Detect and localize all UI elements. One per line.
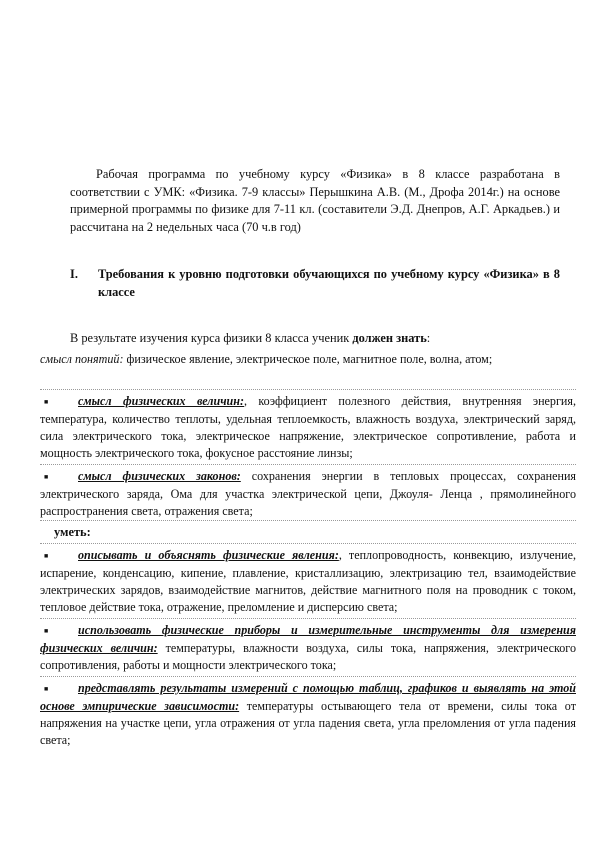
present-text: температуры остывающего тела от времени, силы тока от напряжения на участке цепи, угла отражения от угла падения света, угла преломления от угла падения света; [40, 698, 576, 747]
divider [40, 618, 576, 619]
divider [40, 464, 576, 465]
concepts-text: физическое явление, электрическое поле, магнитное поле, волна, атом; [123, 352, 493, 366]
divider [40, 389, 576, 390]
instruments-item [40, 622, 576, 674]
present-item [40, 680, 576, 749]
bullet-icon: ■ [44, 684, 49, 693]
able-label: уметь: [54, 525, 91, 539]
lead-colon: : [426, 331, 431, 345]
section-title: Требования к уровню подготовки обучающихся по учебному курсу «Физика» в 8 классе [98, 267, 560, 299]
describe-item [40, 547, 576, 616]
describe-term: описывать и объяснять физические явления: [78, 548, 339, 562]
bullet-icon: ■ [44, 626, 49, 635]
intro-paragraph: Рабочая программа по учебному курсу «Физика» в 8 классе разработана в соответствии с УМК: «Физика. 7-9 классы» Перышкина А.В. (М., Дрофа 2014г.) на основе примерной программы по физике для 7-11 кл. (составители Э.Д. Днепров, А.Г. Аркадьев.) и рассчитана на 2 недельных часа (70 ч.в год) [70, 167, 560, 234]
divider [40, 520, 576, 521]
bullet-icon: ■ [44, 472, 49, 481]
lead-strong: должен знать [352, 331, 427, 345]
section-number: I. [70, 267, 78, 281]
present-term: представлять результаты измерений с помощью таблиц, графиков и выявлять на этой основе эмпирические зависимости: [40, 681, 576, 713]
divider [40, 676, 576, 677]
lead-text: В результате изучения курса физики 8 класса ученик [70, 331, 353, 345]
instruments-term: использовать физические приборы и измерительные инструменты для измерения физических величин: [40, 623, 576, 655]
lead-sentence [70, 330, 560, 347]
quantities-text: , коэффициент полезного действия, внутренняя энергия, температура, количество теплоты, удельная теплоемкость, влажность воздуха, электрический заряд, сила электрического тока, электрическое напряжение, электрическое сопротивление, работа и мощность электрического тока, фокусное расстояние линзы; [40, 394, 576, 460]
laws-text: сохранения энергии в тепловых процессах, сохранения электрического заряда, Ома для участка электрической цепи, Джоуля- Ленца , прямолинейного распространения света, отражения света; [40, 469, 576, 518]
divider [40, 543, 576, 544]
describe-text: , теплопроводность, конвекцию, излучение, испарение, конденсацию, кипение, плавление, кристаллизацию, электризацию тел, взаимодействие электрических зарядов, взаимодействие магнитов, действие магнитного поля на проводник с током, тепловое действие тока, отражение, преломление и дисперсию света; [40, 548, 577, 614]
laws-item [40, 468, 576, 520]
quantities-term: смысл физических величин: [78, 394, 245, 408]
section-heading [70, 266, 560, 301]
instruments-text: температуры, влажности воздуха, силы тока, напряжения, электрического сопротивления, работы и мощности электрического тока; [40, 640, 576, 672]
quantities-item [40, 393, 576, 462]
concepts-item [40, 351, 576, 368]
laws-term: смысл физических законов: [78, 469, 241, 483]
bullet-icon: ■ [44, 397, 49, 406]
concepts-term: смысл понятий: [40, 352, 124, 366]
bullet-icon: ■ [44, 551, 49, 560]
